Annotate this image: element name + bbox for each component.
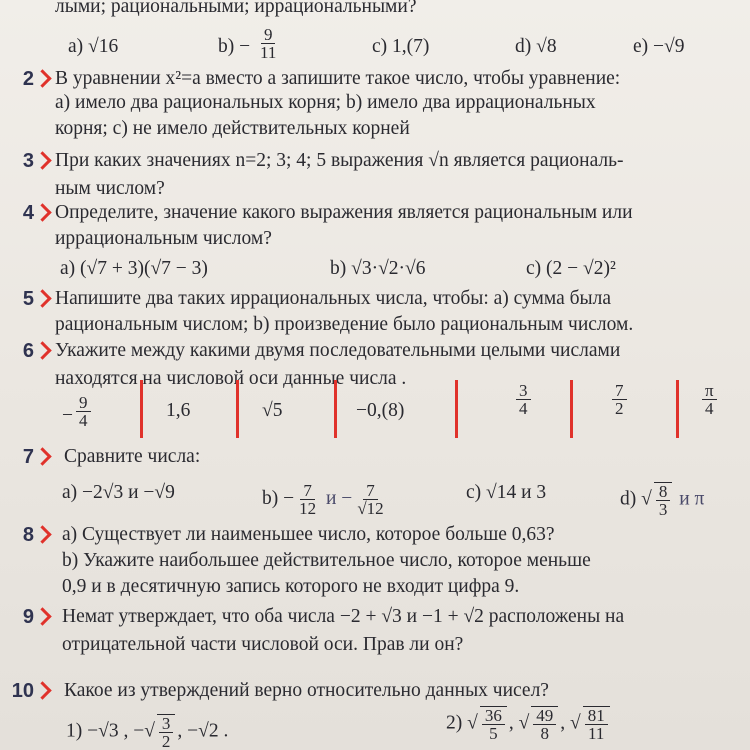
q1-option-d: d) √8 — [515, 36, 557, 57]
arrow-icon — [33, 69, 51, 87]
separator-bar — [140, 380, 143, 438]
arrow-icon — [33, 681, 51, 699]
q6-number-3: √5 — [262, 400, 283, 421]
separator-bar — [676, 380, 679, 438]
q1-option-e: e) −√9 — [633, 36, 685, 57]
arrow-icon — [33, 341, 51, 359]
arrow-icon — [33, 447, 51, 465]
question-number: 6 — [22, 340, 34, 362]
q7-option-b: b) − $\frac{7}{12}$ и − $\frac{7}{√12}$ — [262, 481, 384, 518]
q1-option-b-fraction: $\frac{9}{11}$ — [260, 25, 277, 62]
arrow-icon — [33, 203, 51, 221]
question-number: 9 — [22, 606, 34, 628]
separator-bar — [570, 380, 573, 438]
q7-option-d: d) √ $\frac{8}{3}$ и π — [620, 482, 705, 519]
question-number: 3 — [22, 150, 34, 172]
arrow-icon — [33, 607, 51, 625]
question-number: 10 — [11, 680, 34, 702]
separator-bar — [334, 380, 337, 438]
q7-option-c: c) √14 и 3 — [466, 482, 547, 503]
q1-option-c: c) 1,(7) — [372, 36, 430, 57]
question-number: 4 — [22, 202, 34, 224]
q4-option-c: c) (2 − √2)² — [526, 258, 616, 279]
q6-number-fraction-1: $\frac{9}{4}$ — [74, 394, 93, 429]
q4-option-a: a) (√7 + 3)(√7 − 3) — [60, 258, 208, 279]
q6-number-4: −0,(8) — [356, 400, 405, 421]
q6-number-minus-sign: − — [62, 405, 73, 426]
separator-bar — [455, 380, 458, 438]
q6-number-2: 1,6 — [166, 400, 191, 421]
q6-number-fraction-7: $\frac{\pi}{4}$ — [700, 382, 719, 417]
q1-option-a: a) √16 — [68, 36, 119, 57]
question-number: 2 — [22, 68, 34, 90]
question-number: 5 — [22, 288, 34, 310]
textbook-page: лыми; рациональными; иррациональными? a) √16 b) − $\frac{9}{11}$ c) 1,(7) d) √8 e) −√9 2 В уравнении x²=a вместо a запишите такое число, чтобы уравнение: a) имело два рациональных корня; b) имело два иррациональных корня; c) не имело действительных корней 3 При каких значениях n=2; 3; 4; 5 выражения √n является рациональ- ным числом? 4 Определите, значение какого выражения является рациональным или иррациональным числом? a) (√7 + 3)(√7 − 3) b) √3·√2·√6 c) (2 − √2)² 5 Напишите два таких иррациональных числа, чтобы: a) сумма была рациональным числом; b) произведение было рациональным числом. 6 Укажите между какими двумя последовательными целыми числами находятся на числовой оси данные числа . − $\frac{9}{4}$ 1,6 √5 −0,(8) $\frac{3}{4}$ $\frac{7}{2}$ $\frac{\pi}{4}$ 7 Сравните числа: a) −2√3 и −√9 b) − $\frac{7}{12}$ и − $\frac{7}{√12}$ c) √14 и 3 d) √ $\frac{8}{3}$ и π 8 a) Существует ли наименьшее число, которое больше 0,63? b) Укажите наибольшее действительное число, которое меньше 0,9 и в десятичную запись которого не входит цифра 9. 9 Немат утверждает, что оба числа −2 + √3 и −1 + √2 расположены на отрицательной части числовой оси. Прав ли он? 10 Какое из утверждений верно относительно данных чисел? 1) −√3 , −√ $\frac{3}{2}$ , −√2 . 2) √ $\frac{36}{5}$ , √ $\frac{49}{8}$ , √ $\frac{81}{11}$ — [0, 0, 750, 750]
question-number: 7 — [22, 446, 34, 468]
question-number: 8 — [22, 524, 34, 546]
q6-number-fraction-6: $\frac{7}{2}$ — [610, 382, 629, 417]
q10-option-2: 2) √ $\frac{36}{5}$ , √ $\frac{49}{8}$ , √ $\frac{81}{11}$ — [446, 706, 612, 742]
q1-option-b: b) − — [218, 36, 251, 57]
q6-number-fraction-5: $\frac{3}{4}$ — [514, 382, 533, 417]
arrow-icon — [33, 151, 51, 169]
arrow-icon — [33, 289, 51, 307]
q10-option-1: 1) −√3 , −√ $\frac{3}{2}$ , −√2 . — [66, 714, 229, 750]
separator-bar — [236, 380, 239, 438]
q4-option-b: b) √3·√2·√6 — [330, 258, 426, 279]
arrow-icon — [33, 525, 51, 543]
q7-option-a: a) −2√3 и −√9 — [62, 482, 175, 503]
